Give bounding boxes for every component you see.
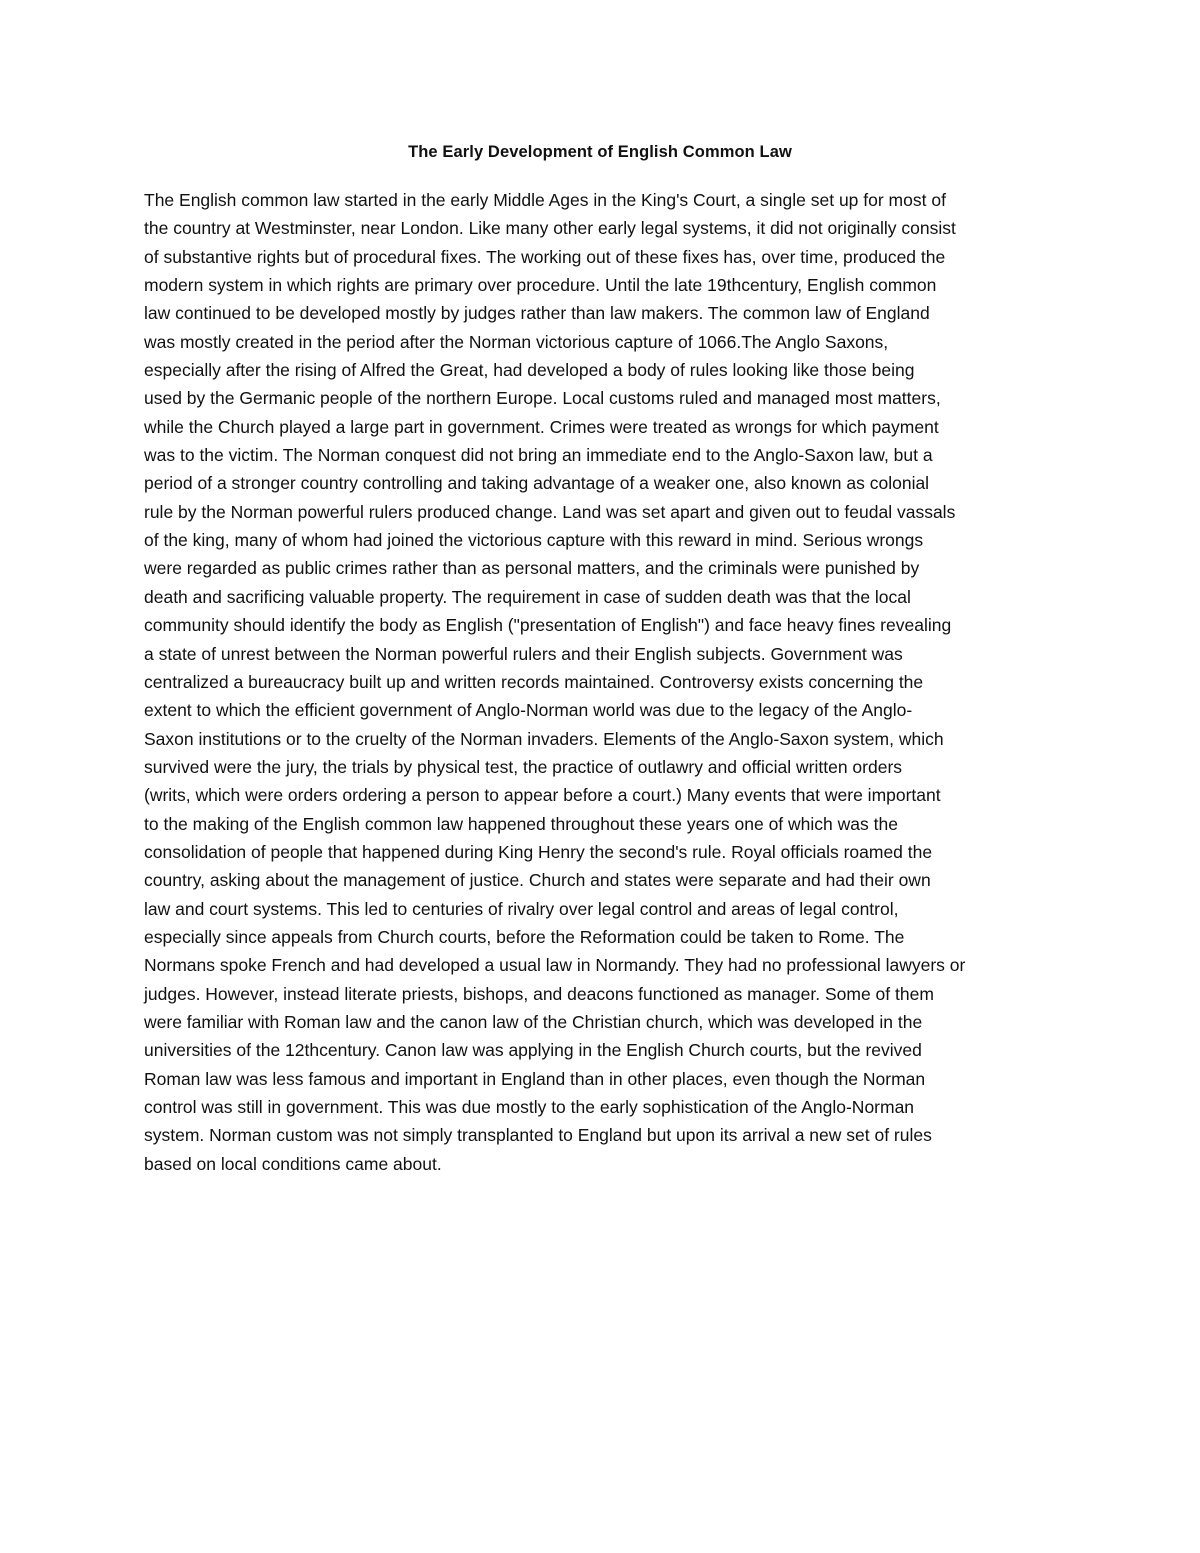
body-line: were regarded as public crimes rather than as personal matters, and the criminals were punished by [144, 558, 920, 579]
body-line: was to the victim. The Norman conquest did not bring an immediate end to the Anglo-Saxon law, but a [144, 445, 933, 466]
body-line: of the king, many of whom had joined the victorious capture with this reward in mind. Serious wrongs [144, 530, 924, 551]
body-line: community should identify the body as English ("presentation of English") and face heavy fines revealing [144, 615, 952, 636]
body-line: period of a stronger country controlling and taking advantage of a weaker one, also known as colonial [144, 473, 930, 494]
body-line: especially since appeals from Church courts, before the Reformation could be taken to Rome. The [144, 926, 905, 947]
body-line: system. Norman custom was not simply transplanted to England but upon its arrival a new set of rules [144, 1125, 932, 1146]
body-line: modern system in which rights are primary over procedure. Until the late 19thcentury, English common [144, 275, 937, 296]
body-line: judges. However, instead literate priests, bishops, and deacons functioned as manager. Some of them [144, 983, 934, 1004]
body-line: to the making of the English common law happened throughout these years one of which was the [144, 813, 898, 834]
body-line: of substantive rights but of procedural fixes. The working out of these fixes has, over time, produced the [144, 246, 946, 267]
body-line: especially after the rising of Alfred the Great, had developed a body of rules looking like those being [144, 360, 915, 381]
body-line: Roman law was less famous and important in England than in other places, even though the Norman [144, 1068, 926, 1089]
body-line: country, asking about the management of justice. Church and states were separate and had their own [144, 870, 931, 891]
document-body [144, 186, 1064, 1178]
body-line: The English common law started in the early Middle Ages in the King's Court, a single set up for most of [144, 190, 946, 210]
body-line: while the Church played a large part in government. Crimes were treated as wrongs for which payment [144, 416, 939, 437]
body-line: based on local conditions came about. [144, 1153, 442, 1174]
body-line: were familiar with Roman law and the canon law of the Christian church, which was developed in the [144, 1011, 923, 1032]
body-line: a state of unrest between the Norman powerful rulers and their English subjects. Government was [144, 643, 903, 664]
body-line: law and court systems. This led to centuries of rivalry over legal control and areas of legal control, [144, 898, 899, 919]
body-line: rule by the Norman powerful rulers produced change. Land was set apart and given out to feudal vassals [144, 501, 956, 522]
body-line: Normans spoke French and had developed a usual law in Normandy. They had no professional lawyers or [144, 955, 966, 976]
body-line: used by the Germanic people of the northern Europe. Local customs ruled and managed most matters, [144, 388, 941, 409]
body-line: centralized a bureaucracy built up and written records maintained. Controversy exists concerning the [144, 671, 924, 692]
body-line: Saxon institutions or to the cruelty of the Norman invaders. Elements of the Anglo-Saxon system, which [144, 728, 944, 749]
body-line: control was still in government. This was due mostly to the early sophistication of the Anglo-Norman [144, 1097, 915, 1117]
body-line: law continued to be developed mostly by judges rather than law makers. The common law of England [144, 303, 930, 324]
document-title: The Early Development of English Common Law [408, 143, 792, 161]
body-line: consolidation of people that happened during King Henry the second's rule. Royal officials roamed the [144, 841, 933, 862]
body-line: universities of the 12thcentury. Canon law was applying in the English Church courts, but the revived [144, 1040, 922, 1061]
body-line: was mostly created in the period after the Norman victorious capture of 1066.The Anglo Saxons, [144, 331, 889, 352]
body-line: death and sacrificing valuable property. The requirement in case of sudden death was that the local [144, 586, 911, 607]
body-line: extent to which the efficient government of Anglo-Norman world was due to the legacy of the Anglo- [144, 700, 913, 721]
body-line: (writs, which were orders ordering a person to appear before a court.) Many events that were important [144, 785, 941, 806]
body-line: the country at Westminster, near London. Like many other early legal systems, it did not originally consist [144, 218, 956, 239]
body-line: survived were the jury, the trials by physical test, the practice of outlawry and official written orders [144, 756, 903, 777]
